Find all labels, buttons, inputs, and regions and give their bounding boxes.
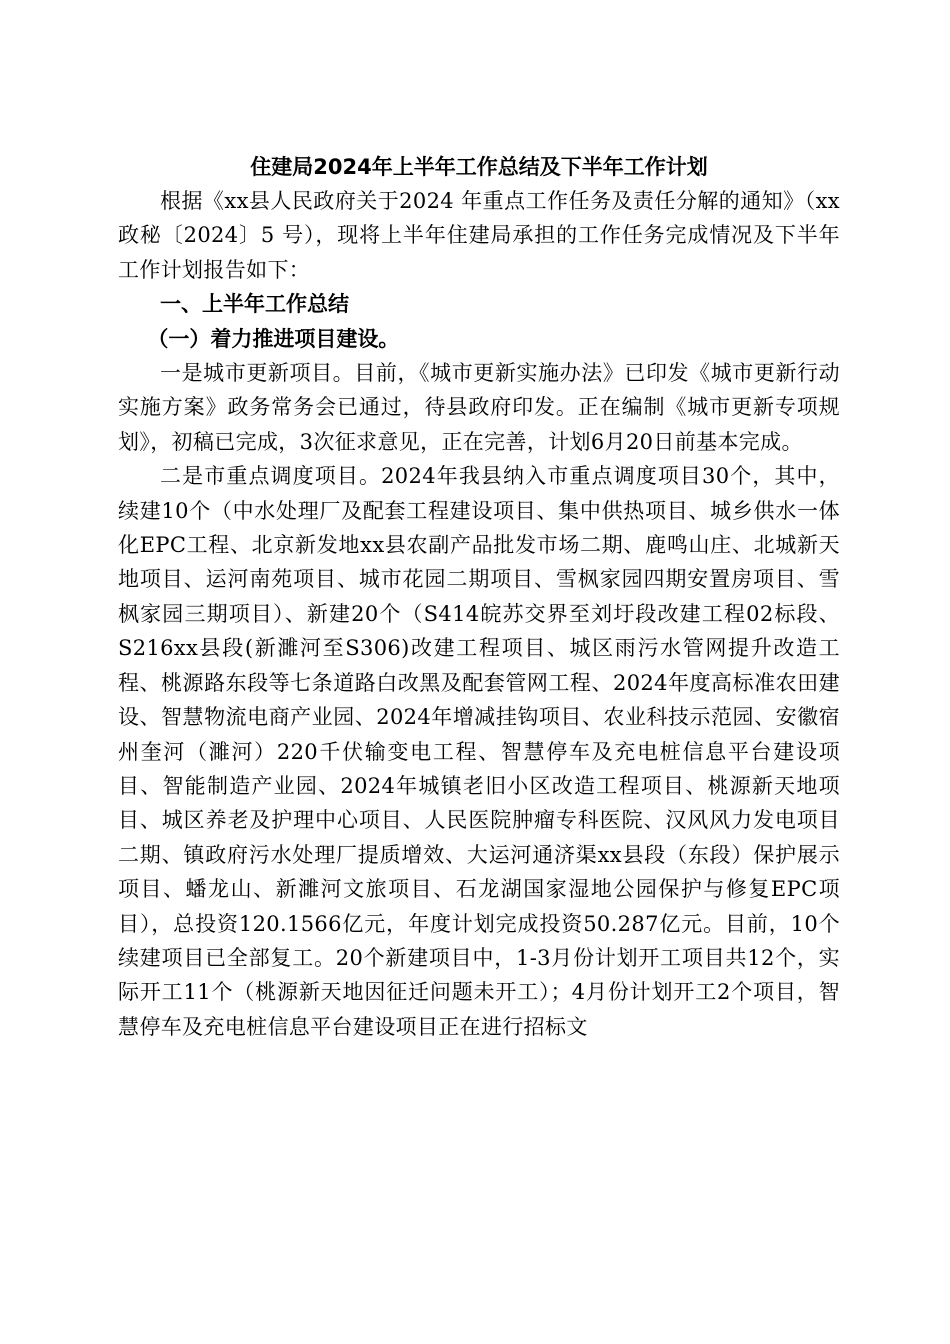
subsection-heading-1: （一）着力推进项目建设。	[147, 326, 400, 351]
document-title: 住建局2024年上半年工作总结及下半年工作计划	[250, 155, 708, 179]
section-heading-1: 一、上半年工作总结	[160, 292, 349, 317]
document-body	[118, 150, 840, 1044]
paragraph-city-renewal: 一是城市更新项目。目前，《城市更新实施办法》已印发《城市更新行动实施方案》政务常务会已通过，待县政府印发。正在编制《城市更新专项规划》，初稿已完成，3次征求意见，正在完善，计划6月20日前基本完成。	[118, 361, 840, 454]
intro-paragraph: 根据《xx县人民政府关于2024 年重点工作任务及责任分解的通知》（xx政秘〔2024〕5 号），现将上半年住建局承担的工作任务完成情况及下半年工作计划报告如下：	[118, 189, 840, 282]
paragraph-key-projects: 二是市重点调度项目。2024年我县纳入市重点调度项目30个，其中，续建10个（中水处理厂及配套工程建设项目、集中供热项目、城乡供水一体化EPC工程、北京新发地xx县农副产品批发市场二期、鹿鸣山庄、北城新天地项目、运河南苑项目、城市花园二期项目、雪枫家园四期安置房项目、雪枫家园三期项目）、新建20个（S414皖苏交界至刘圩段改建工程02标段、S216xx县段(新濉河至S306)改建工程项目、城区雨污水管网提升改造工程、桃源路东段等七条道路白改黑及配套管网工程、2024年度高标准农田建设、智慧物流电商产业园、2024年增减挂钩项目、农业科技示范园、安徽宿州奎河（濉河）220千伏输变电工程、智慧停车及充电桩信息平台建设项目、智能制造产业园、2024年城镇老旧小区改造工程项目、桃源新天地项目、城区养老及护理中心项目、人民医院肿瘤专科医院、汉风风力发电项目二期、镇政府污水处理厂提质增效、大运河通济渠xx县段（东段）保护展示项目、蟠龙山、新濉河文旅项目、石龙湖国家湿地公园保护与修复EPC项目），总投资120.1566亿元，年度计划完成投资50.287亿元。目前，10个续建项目已全部复工。20个新建项目中，1-3月份计划开工项目共12个，实际开工11个（桃源新天地因征迁问题未开工）；4月份计划开工2个项目，智慧停车及充电桩信息平台建设项目正在进行招标文	[118, 464, 840, 1039]
